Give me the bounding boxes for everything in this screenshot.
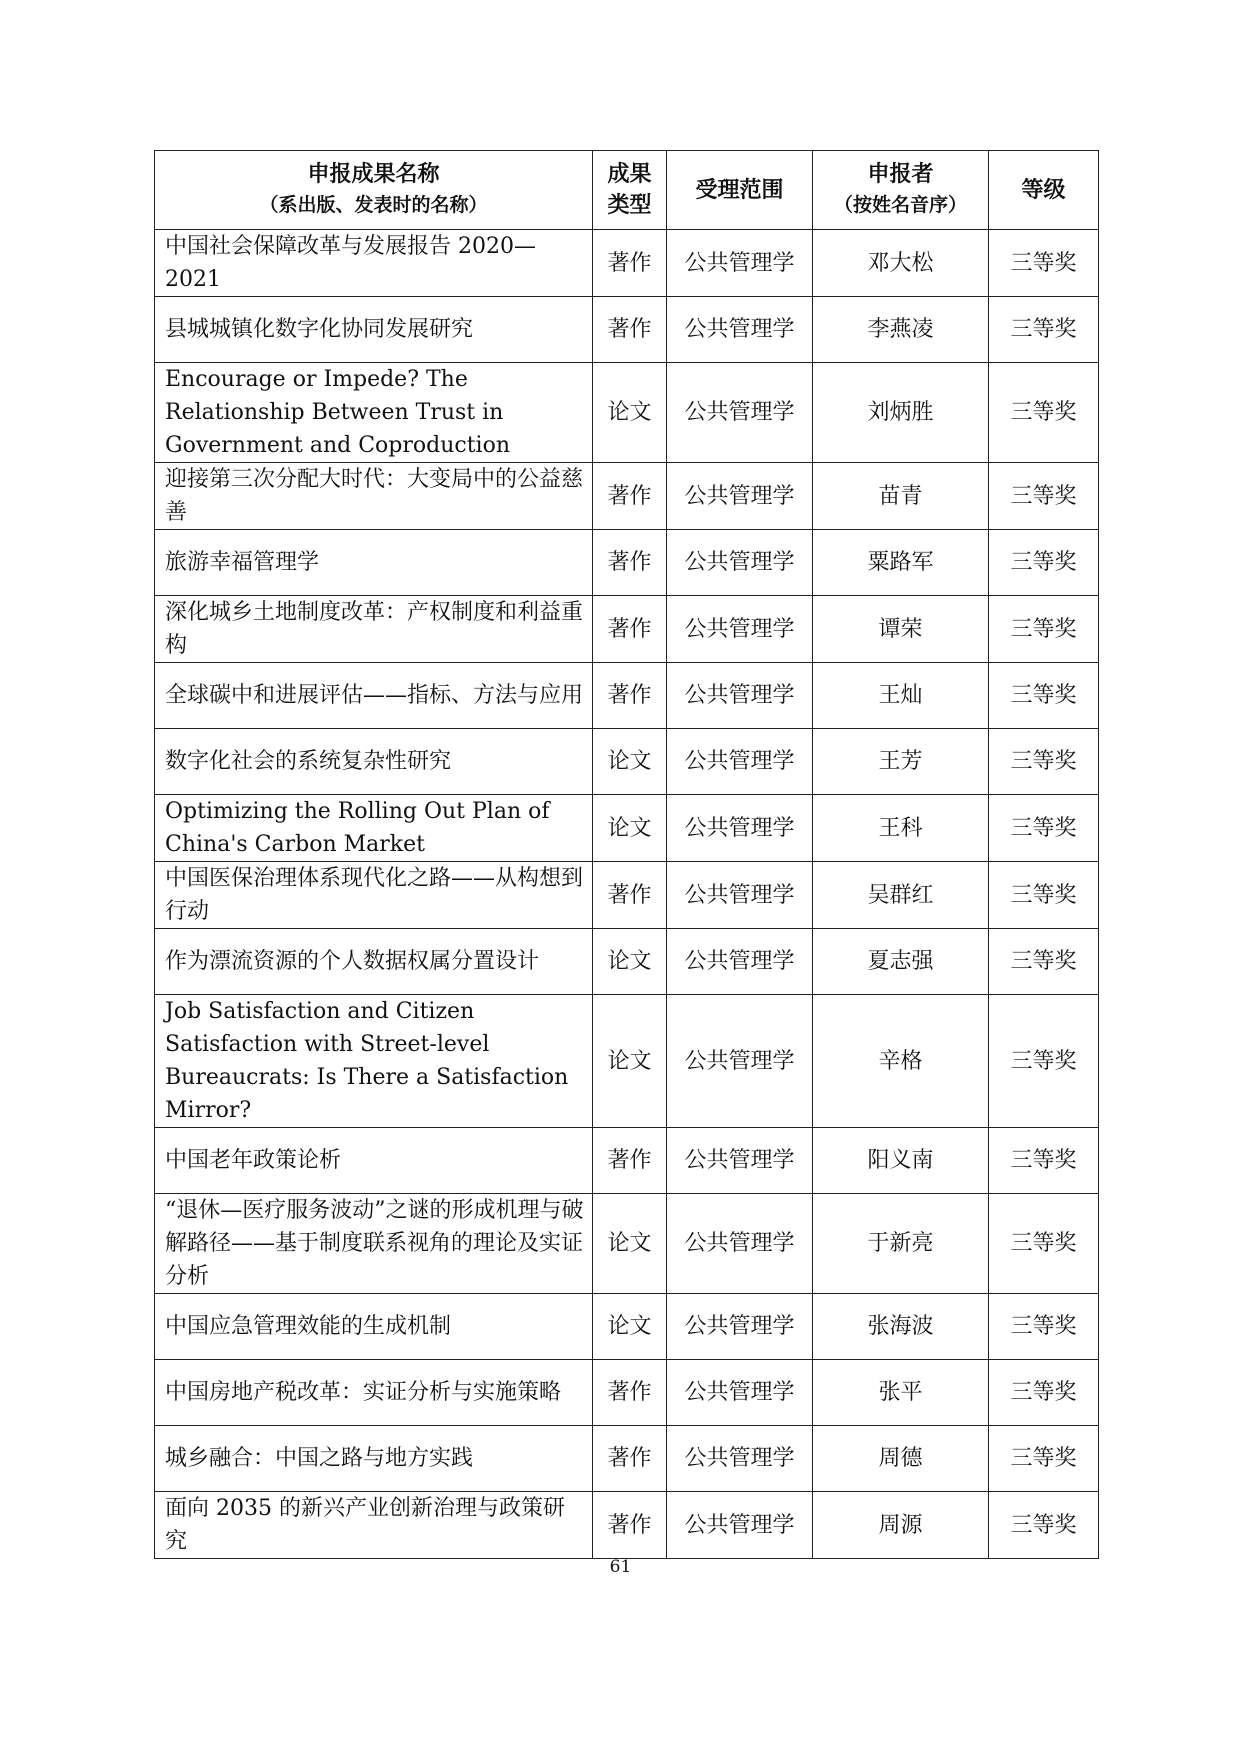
table-row [155,729,1099,795]
cell-scope: 公共管理学 [667,663,813,729]
cell-scope: 公共管理学 [667,463,813,530]
cell-scope: 公共管理学 [667,995,813,1128]
table-row [155,530,1099,596]
cell-applicant: 王芳 [813,729,989,795]
table-row [155,862,1099,929]
cell-title: 迎接第三次分配大时代：大变局中的公益慈善 [155,463,593,530]
table-row [155,596,1099,663]
cell-grade: 三等奖 [989,995,1099,1128]
header-grade: 等级 [989,151,1099,230]
cell-applicant: 李燕凌 [813,297,989,363]
header-type-line1: 成果 [607,162,652,187]
cell-type: 著作 [593,1360,667,1426]
table-row [155,1426,1099,1492]
header-applicant-main: 申报者 [867,162,934,187]
cell-type: 著作 [593,862,667,929]
cell-title: 数字化社会的系统复杂性研究 [155,729,593,795]
cell-scope: 公共管理学 [667,929,813,995]
cell-scope: 公共管理学 [667,230,813,297]
table-row [155,1360,1099,1426]
header-type-line2: 类型 [607,193,652,218]
cell-grade: 三等奖 [989,729,1099,795]
cell-applicant: 夏志强 [813,929,989,995]
cell-type: 著作 [593,1426,667,1492]
cell-applicant: 张平 [813,1360,989,1426]
cell-type: 著作 [593,596,667,663]
cell-scope: 公共管理学 [667,729,813,795]
cell-applicant: 辛格 [813,995,989,1128]
cell-type: 著作 [593,1128,667,1194]
cell-grade: 三等奖 [989,1194,1099,1294]
cell-scope: 公共管理学 [667,530,813,596]
header-applicant [813,151,989,230]
cell-scope: 公共管理学 [667,1426,813,1492]
cell-type: 著作 [593,230,667,297]
cell-grade: 三等奖 [989,363,1099,463]
cell-grade: 三等奖 [989,1492,1099,1559]
cell-applicant: 周德 [813,1426,989,1492]
cell-scope: 公共管理学 [667,1128,813,1194]
header-type [593,151,667,230]
cell-applicant: 邓大松 [813,230,989,297]
cell-title: 中国应急管理效能的生成机制 [155,1294,593,1360]
cell-grade: 三等奖 [989,663,1099,729]
cell-scope: 公共管理学 [667,297,813,363]
cell-title: 中国医保治理体系现代化之路——从构想到行动 [155,862,593,929]
table-row [155,1492,1099,1559]
cell-type: 著作 [593,297,667,363]
cell-title: 中国社会保障改革与发展报告 2020—2021 [155,230,593,297]
cell-grade: 三等奖 [989,1128,1099,1194]
cell-applicant: 于新亮 [813,1194,989,1294]
cell-type: 论文 [593,929,667,995]
header-title [155,151,593,230]
cell-type: 论文 [593,995,667,1128]
cell-type: 著作 [593,530,667,596]
cell-applicant: 粟路军 [813,530,989,596]
cell-grade: 三等奖 [989,530,1099,596]
cell-scope: 公共管理学 [667,1492,813,1559]
header-title-sub: （系出版、发表时的名称） [259,194,488,216]
table-row [155,363,1099,463]
table-row [155,297,1099,363]
cell-scope: 公共管理学 [667,862,813,929]
table-row [155,463,1099,530]
cell-scope: 公共管理学 [667,795,813,862]
cell-title: 深化城乡土地制度改革：产权制度和利益重构 [155,596,593,663]
cell-grade: 三等奖 [989,1360,1099,1426]
table-row [155,663,1099,729]
table-row [155,995,1099,1128]
table-row [155,230,1099,297]
table-header-row [155,151,1099,230]
cell-title: 面向 2035 的新兴产业创新治理与政策研究 [155,1492,593,1559]
header-scope: 受理范围 [667,151,813,230]
cell-applicant: 王灿 [813,663,989,729]
cell-title: 作为漂流资源的个人数据权属分置设计 [155,929,593,995]
cell-grade: 三等奖 [989,297,1099,363]
table-body [155,230,1099,1559]
cell-applicant: 阳义南 [813,1128,989,1194]
cell-type: 论文 [593,729,667,795]
cell-type: 著作 [593,1492,667,1559]
table-row [155,1128,1099,1194]
header-title-main: 申报成果名称 [307,162,440,187]
cell-type: 著作 [593,663,667,729]
cell-type: 论文 [593,795,667,862]
header-applicant-sub: （按姓名音序） [833,194,967,216]
cell-grade: 三等奖 [989,596,1099,663]
cell-title: 全球碳中和进展评估——指标、方法与应用 [155,663,593,729]
cell-grade: 三等奖 [989,1294,1099,1360]
cell-title: 中国老年政策论析 [155,1128,593,1194]
cell-scope: 公共管理学 [667,596,813,663]
cell-scope: 公共管理学 [667,1360,813,1426]
cell-scope: 公共管理学 [667,1194,813,1294]
cell-grade: 三等奖 [989,929,1099,995]
table-row [155,1294,1099,1360]
cell-applicant: 吴群红 [813,862,989,929]
cell-applicant: 苗青 [813,463,989,530]
cell-title: 旅游幸福管理学 [155,530,593,596]
awards-table [154,150,1099,1559]
cell-applicant: 张海波 [813,1294,989,1360]
table-row [155,929,1099,995]
table-row [155,1194,1099,1294]
cell-scope: 公共管理学 [667,1294,813,1360]
cell-grade: 三等奖 [989,230,1099,297]
page-number: 61 [609,1557,632,1577]
cell-title: “退休—医疗服务波动”之谜的形成机理与破解路径——基于制度联系视角的理论及实证分析 [155,1194,593,1294]
cell-grade: 三等奖 [989,463,1099,530]
cell-grade: 三等奖 [989,862,1099,929]
cell-title: 县城城镇化数字化协同发展研究 [155,297,593,363]
cell-applicant: 王科 [813,795,989,862]
cell-title: Encourage or Impede? The Relationship Between Trust in Government and Coproduction [155,363,593,463]
cell-applicant: 刘炳胜 [813,363,989,463]
cell-grade: 三等奖 [989,795,1099,862]
cell-type: 论文 [593,363,667,463]
cell-type: 论文 [593,1194,667,1294]
cell-title: 中国房地产税改革：实证分析与实施策略 [155,1360,593,1426]
cell-scope: 公共管理学 [667,363,813,463]
cell-title: 城乡融合：中国之路与地方实践 [155,1426,593,1492]
cell-type: 著作 [593,463,667,530]
table-row [155,795,1099,862]
cell-applicant: 周源 [813,1492,989,1559]
cell-title: Optimizing the Rolling Out Plan of China's Carbon Market [155,795,593,862]
cell-grade: 三等奖 [989,1426,1099,1492]
cell-applicant: 谭荣 [813,596,989,663]
cell-type: 论文 [593,1294,667,1360]
cell-title: Job Satisfaction and Citizen Satisfaction with Street-level Bureaucrats: Is There a Satisfaction Mirror? [155,995,593,1128]
